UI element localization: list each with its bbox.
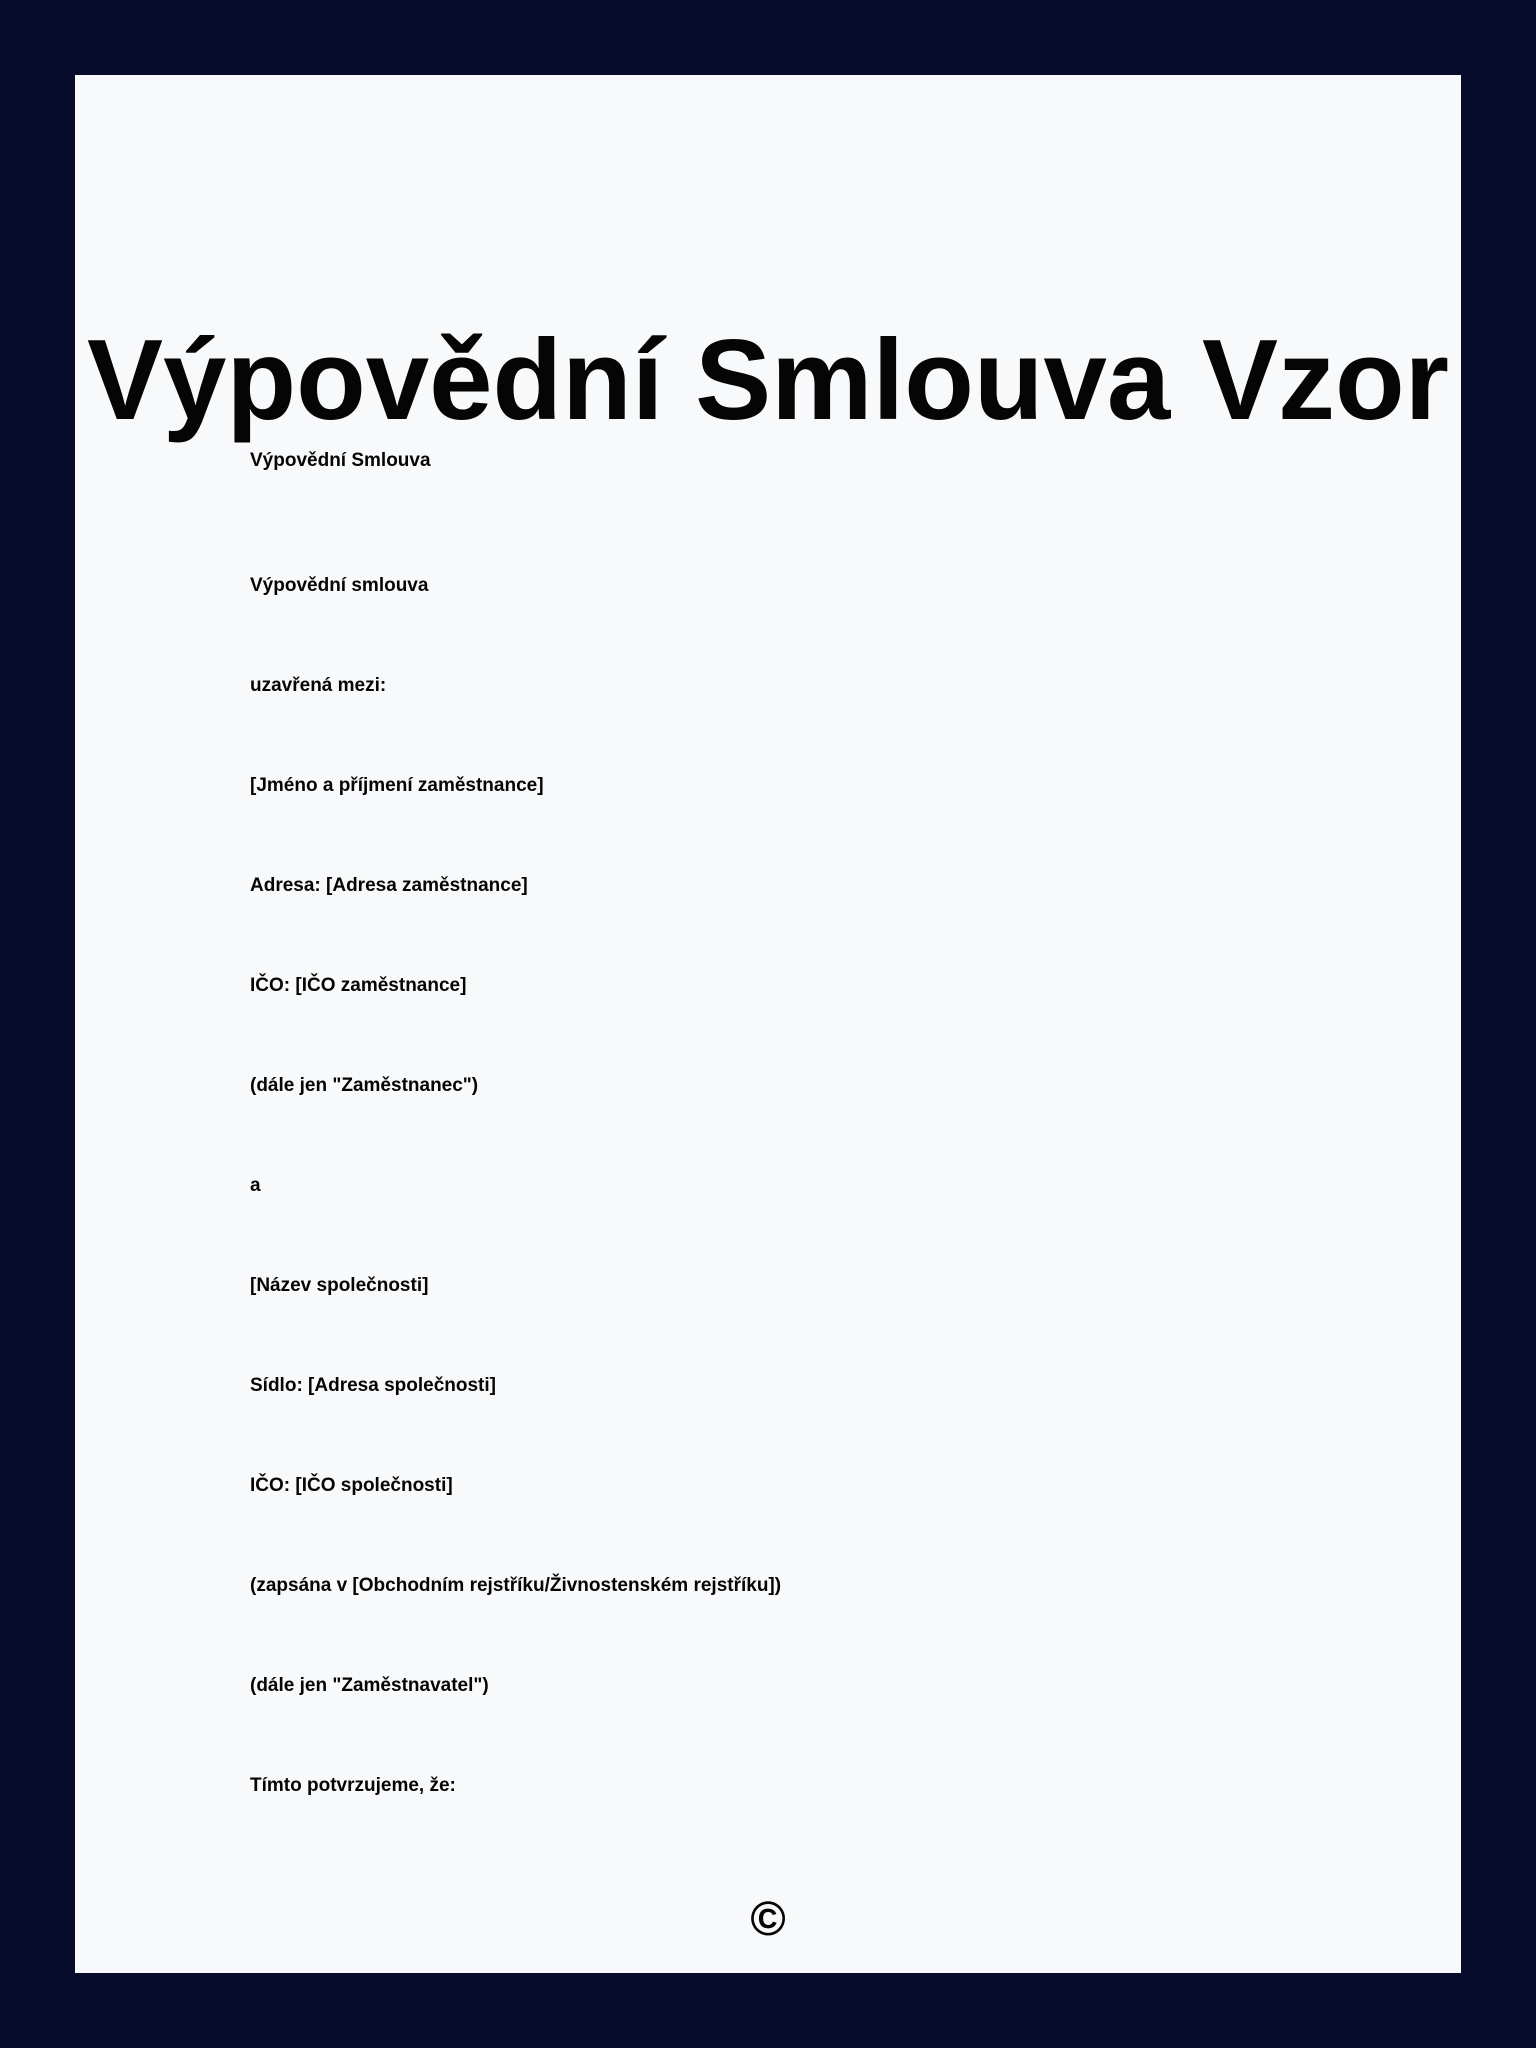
body-line: Adresa: [Adresa zaměstnance] [250,875,528,896]
document-page [75,75,1461,1973]
body-line: Výpovědní smlouva [250,575,429,596]
body-line: [Název společnosti] [250,1275,429,1296]
document-subtitle: Výpovědní Smlouva [250,450,431,471]
document-title: Výpovědní Smlouva Vzor [87,317,1449,444]
copyright-icon: © [750,1893,786,1946]
body-line: uzavřená mezi: [250,675,387,696]
document-body [250,574,1350,1874]
body-line: [Jméno a příjmení zaměstnance] [250,775,544,796]
body-line: a [250,1175,261,1196]
body-line: Tímto potvrzujeme, že: [250,1775,456,1796]
body-line: (dále jen "Zaměstnavatel") [250,1675,489,1696]
body-line: Sídlo: [Adresa společnosti] [250,1375,496,1396]
body-line: IČO: [IČO společnosti] [250,1475,453,1496]
body-line: IČO: [IČO zaměstnance] [250,975,467,996]
body-line: (zapsána v [Obchodním rejstříku/Živnostenském rejstříku]) [250,1575,782,1596]
body-line: (dále jen "Zaměstnanec") [250,1075,479,1096]
